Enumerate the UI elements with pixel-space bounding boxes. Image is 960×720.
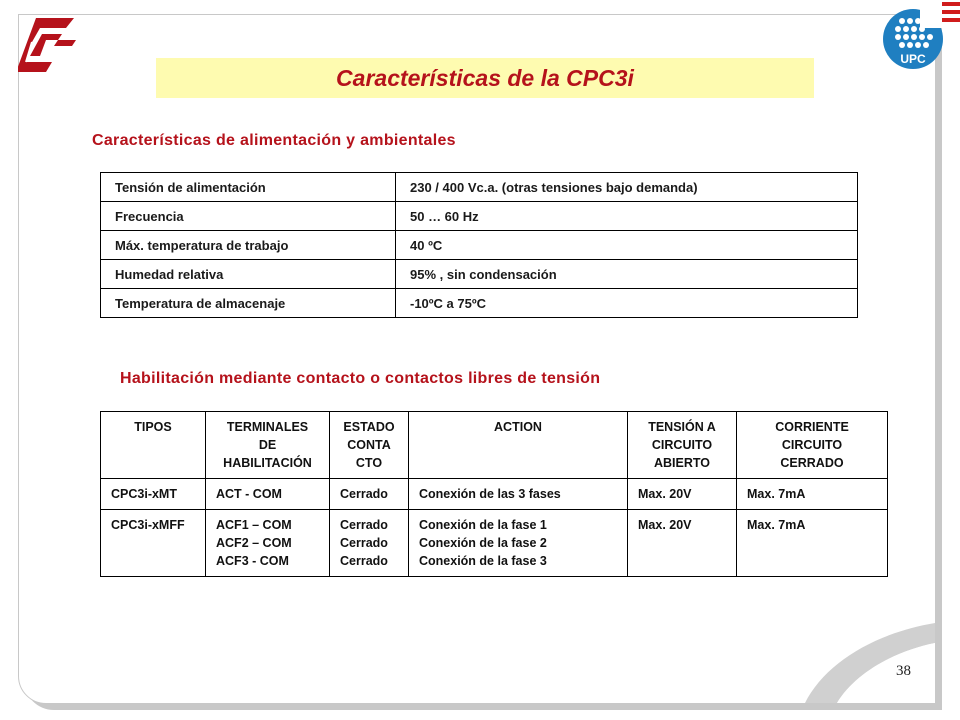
- table-cell: Max. 7mA: [737, 479, 888, 510]
- table-cell-value: 95% , sin condensación: [396, 260, 858, 289]
- column-header-tension: TENSIÓN A CIRCUITO ABIERTO: [628, 412, 737, 479]
- column-header-tipos: TIPOS: [101, 412, 206, 479]
- table-cell: CPC3i-xMFF: [101, 510, 206, 577]
- table-cell: Max. 7mA: [737, 510, 888, 577]
- table-cell-value: 230 / 400 Vc.a. (otras tensiones bajo demanda): [396, 173, 858, 202]
- table-cell: Max. 20V: [628, 510, 737, 577]
- section-heading-contacts: Habilitación mediante contacto o contactos libres de tensión: [120, 370, 601, 387]
- table-row: [101, 260, 858, 289]
- column-header-action: ACTION: [409, 412, 628, 479]
- table-cell: ACF1 – COM ACF2 – COM ACF3 - COM: [206, 510, 330, 577]
- column-header-estado: ESTADO CONTA CTO: [330, 412, 409, 479]
- table-row: [101, 479, 888, 510]
- table-cell-value: 40 ºC: [396, 231, 858, 260]
- contact-enable-table: [100, 411, 888, 577]
- table-cell: Cerrado Cerrado Cerrado: [330, 510, 409, 577]
- cpc-logo-icon: [18, 14, 78, 76]
- table-cell: Cerrado: [330, 479, 409, 510]
- page-number: 38: [896, 663, 911, 679]
- table-cell-label: Temperatura de almacenaje: [101, 289, 396, 318]
- table-cell-value: -10ºC a 75ºC: [396, 289, 858, 318]
- table-cell-label: Humedad relativa: [101, 260, 396, 289]
- table-row: [101, 510, 888, 577]
- section-heading-power: Características de alimentación y ambientales: [92, 132, 456, 149]
- table-row: [101, 231, 858, 260]
- table-header-row: [101, 412, 888, 479]
- table-cell: Conexión de las 3 fases: [409, 479, 628, 510]
- title-banner: [156, 58, 814, 98]
- red-stripes-decoration: [920, 0, 960, 28]
- table-cell: Max. 20V: [628, 479, 737, 510]
- table-cell: ACT - COM: [206, 479, 330, 510]
- upc-logo-text: UPC: [900, 52, 926, 66]
- slide-frame: [18, 14, 936, 704]
- table-cell-label: Máx. temperatura de trabajo: [101, 231, 396, 260]
- page-title: Características de la CPC3i: [336, 64, 634, 91]
- table-cell-value: 50 … 60 Hz: [396, 202, 858, 231]
- power-environment-table: [100, 172, 858, 318]
- table-row: [101, 289, 858, 318]
- table-row: [101, 173, 858, 202]
- table-cell-label: Frecuencia: [101, 202, 396, 231]
- page-curl-corner: [785, 623, 935, 703]
- table-cell-label: Tensión de alimentación: [101, 173, 396, 202]
- column-header-corriente: CORRIENTE CIRCUITO CERRADO: [737, 412, 888, 479]
- table-row: [101, 202, 858, 231]
- table-cell: CPC3i-xMT: [101, 479, 206, 510]
- table-cell: Conexión de la fase 1 Conexión de la fase 2 Conexión de la fase 3: [409, 510, 628, 577]
- column-header-terminales: TERMINALES DE HABILITACIÓN: [206, 412, 330, 479]
